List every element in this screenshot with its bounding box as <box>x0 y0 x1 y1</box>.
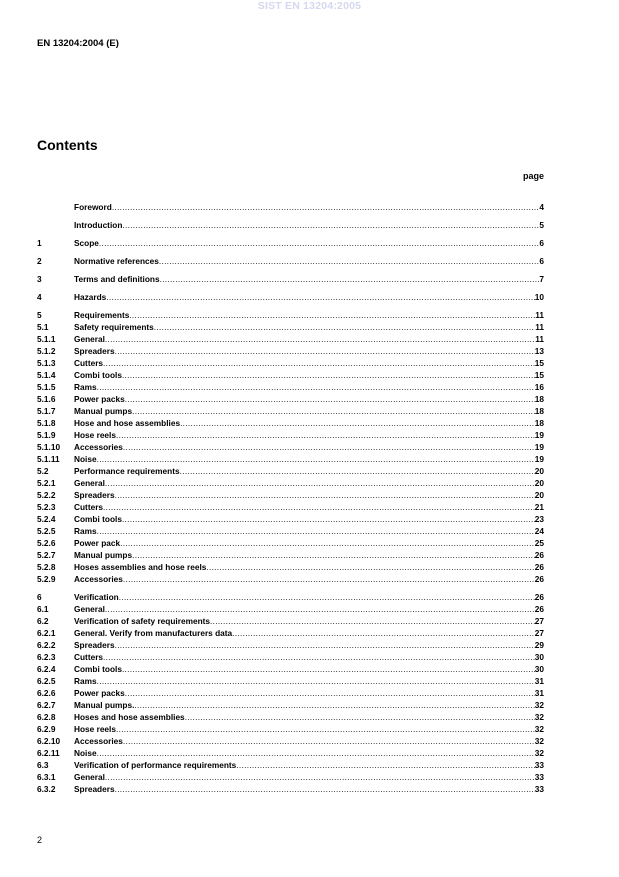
toc-entry-number: 6.2.4 <box>37 664 56 674</box>
toc-entry[interactable] <box>37 441 544 453</box>
toc-entry[interactable] <box>37 501 544 513</box>
toc-dot-leader <box>122 663 535 675</box>
toc-entry-page: 15 <box>534 370 544 380</box>
toc-entry-title: General. Verify from manufacturers data <box>74 628 233 638</box>
toc-entry-number: 6.3.2 <box>37 784 56 794</box>
toc-entry[interactable] <box>37 639 544 651</box>
toc-entry-title: Terms and definitions <box>74 274 160 284</box>
toc-entry-page: 15 <box>534 358 544 368</box>
toc-entry-title: Manual pumps. <box>74 700 135 710</box>
toc-entry[interactable] <box>37 699 544 711</box>
watermark: SIST EN 13204:2005 <box>257 0 362 12</box>
toc-dot-leader <box>103 357 535 369</box>
toc-entry[interactable] <box>37 429 544 441</box>
toc-entry[interactable] <box>37 357 544 369</box>
toc-entry-title: General <box>74 772 105 782</box>
toc-entry-page: 26 <box>534 604 544 614</box>
toc-entry-number: 5.1.9 <box>37 430 56 440</box>
toc-dot-leader <box>97 675 535 687</box>
toc-entry-title: Cutters <box>74 502 104 512</box>
toc-entry[interactable] <box>37 723 544 735</box>
toc-dot-leader <box>236 759 534 771</box>
toc-entry[interactable] <box>37 255 544 267</box>
toc-dot-leader <box>232 627 535 639</box>
toc-entry-page: 31 <box>534 676 544 686</box>
toc-entry[interactable] <box>37 735 544 747</box>
toc-dot-leader <box>206 561 534 573</box>
toc-entry-number: 5.1.4 <box>37 370 56 380</box>
toc-entry-page: 20 <box>534 466 544 476</box>
toc-dot-leader <box>125 393 535 405</box>
toc-entry[interactable] <box>37 771 544 783</box>
toc-entry-page: 6 <box>539 238 544 248</box>
toc-entry-title: Safety requirements <box>74 322 154 332</box>
toc-entry-page: 18 <box>534 394 544 404</box>
toc-dot-leader <box>112 201 540 213</box>
toc-dot-leader <box>99 237 539 249</box>
page-column-label: page <box>522 171 544 181</box>
toc-entry[interactable] <box>37 603 544 615</box>
toc-entry-title: Verification of performance requirements <box>74 760 237 770</box>
toc-dot-leader <box>120 537 535 549</box>
toc-entry[interactable] <box>37 549 544 561</box>
toc-entry-page: 33 <box>534 760 544 770</box>
toc-entry-page: 20 <box>534 478 544 488</box>
toc-entry-page: 33 <box>534 784 544 794</box>
toc-entry[interactable] <box>37 573 544 585</box>
toc-dot-leader <box>123 573 535 585</box>
toc-dot-leader <box>116 723 535 735</box>
toc-entry[interactable] <box>37 477 544 489</box>
toc-entry[interactable] <box>37 321 544 333</box>
toc-entry-page: 6 <box>539 256 544 266</box>
toc-entry-page: 26 <box>534 592 544 602</box>
toc-entry[interactable] <box>37 537 544 549</box>
toc-dot-leader <box>105 771 535 783</box>
toc-entry-number: 5.2.1 <box>37 478 56 488</box>
toc-entry[interactable] <box>37 663 544 675</box>
toc-entry[interactable] <box>37 525 544 537</box>
toc-entry[interactable] <box>37 675 544 687</box>
toc-entry-page: 19 <box>534 454 544 464</box>
toc-entry-title: Hose and hose assemblies <box>74 418 181 428</box>
toc-entry-title: Power packs <box>74 688 125 698</box>
toc-dot-leader <box>125 687 535 699</box>
toc-dot-leader <box>115 783 535 795</box>
toc-entry-title: Rams <box>74 382 97 392</box>
toc-entry-title: Foreword <box>74 202 112 212</box>
toc-entry-number: 5.1.1 <box>37 334 56 344</box>
toc-dot-leader <box>97 747 535 759</box>
toc-entry-page: 11 <box>535 310 544 320</box>
toc-entry-number: 5.2.5 <box>37 526 56 536</box>
toc-entry-number: 5.2.3 <box>37 502 56 512</box>
toc-entry-page: 26 <box>534 574 544 584</box>
toc-entry-title: Power pack <box>74 538 121 548</box>
toc-entry-title: Spreaders <box>74 784 115 794</box>
toc-entry-page: 5 <box>539 220 544 230</box>
toc-entry-number: 5.1.7 <box>37 406 56 416</box>
toc-entry[interactable] <box>37 333 544 345</box>
toc-entry-number: 6.2.3 <box>37 652 56 662</box>
toc-entry-title: Spreaders <box>74 490 115 500</box>
toc-entry-title: Introduction <box>74 220 123 230</box>
toc-entry-page: 18 <box>534 406 544 416</box>
toc-dot-leader <box>115 489 535 501</box>
toc-entry-page: 27 <box>534 628 544 638</box>
toc-dot-leader <box>105 477 535 489</box>
toc-entry-title: General <box>74 478 105 488</box>
toc-dot-leader <box>103 651 535 663</box>
toc-entry-number: 5.1.2 <box>37 346 56 356</box>
toc-entry[interactable] <box>37 309 544 321</box>
toc-entry-title: Spreaders <box>74 640 115 650</box>
toc-entry[interactable] <box>37 417 544 429</box>
toc-entry-page: 27 <box>534 616 544 626</box>
toc-entry-title: General <box>74 604 105 614</box>
toc-entry-number: 5.1.6 <box>37 394 56 404</box>
toc-entry-number: 6.2.6 <box>37 688 56 698</box>
toc-entry-page: 21 <box>534 502 544 512</box>
toc-entry-page: 20 <box>534 490 544 500</box>
toc-entry-page: 32 <box>534 712 544 722</box>
toc-dot-leader <box>115 639 535 651</box>
toc-dot-leader <box>122 219 539 231</box>
toc-entry[interactable] <box>37 615 544 627</box>
toc-dot-leader <box>129 309 535 321</box>
toc-entry-page: 10 <box>534 292 544 302</box>
toc-entry-title: Accessories <box>74 574 123 584</box>
toc-entry-title: Verification of safety requirements <box>74 616 211 626</box>
toc-entry[interactable] <box>37 219 544 231</box>
toc-entry[interactable] <box>37 489 544 501</box>
toc-entry-title: Hoses and hose assemblies <box>74 712 185 722</box>
toc-entry[interactable] <box>37 273 544 285</box>
toc-dot-leader <box>132 405 535 417</box>
toc-entry[interactable] <box>37 369 544 381</box>
toc-entry-number: 5.2.7 <box>37 550 56 560</box>
toc-entry-title: Accessories <box>74 442 123 452</box>
toc-dot-leader <box>106 291 534 303</box>
toc-dot-leader <box>115 345 535 357</box>
toc-entry-page: 19 <box>534 430 544 440</box>
toc-entry-page: 30 <box>534 652 544 662</box>
toc-entry-page: 13 <box>534 346 544 356</box>
toc-entry-number: 6.2.9 <box>37 724 56 734</box>
toc-entry-title: Combi tools <box>74 664 122 674</box>
toc-entry[interactable] <box>37 561 544 573</box>
toc-entry-title: Power packs <box>74 394 125 404</box>
toc-entry-page: 33 <box>534 772 544 782</box>
toc-entry[interactable] <box>37 453 544 465</box>
toc-entry-number: 5.1.11 <box>37 454 60 464</box>
toc-entry-number: 5.1.8 <box>37 418 56 428</box>
toc-dot-leader <box>105 603 535 615</box>
toc-entry-page: 16 <box>534 382 544 392</box>
toc-entry-title: Hazards <box>74 292 107 302</box>
toc-entry[interactable] <box>37 783 544 795</box>
toc-entry-page: 18 <box>534 418 544 428</box>
toc-entry[interactable] <box>37 711 544 723</box>
toc-entry-title: Performance requirements <box>74 466 180 476</box>
page-title: Contents <box>37 137 98 153</box>
toc-entry-title: Normative references <box>74 256 159 266</box>
toc-entry-title: Cutters <box>74 652 104 662</box>
toc-dot-leader <box>160 273 540 285</box>
toc-dot-leader <box>134 699 534 711</box>
toc-entry-number: 6.3.1 <box>37 772 56 782</box>
toc-entry-number: 6.2.8 <box>37 712 56 722</box>
toc-entry-number: 6.2 <box>37 616 49 626</box>
toc-dot-leader <box>154 321 535 333</box>
toc-entry-title: Noise <box>74 748 97 758</box>
toc-entry-number: 6.2.11 <box>37 748 60 758</box>
toc-entry-number: 5.1.10 <box>37 442 61 452</box>
toc-entry-title: Manual pumps <box>74 406 133 416</box>
toc-entry-title: Hose reels <box>74 724 116 734</box>
toc-entry-number: 6.2.5 <box>37 676 56 686</box>
toc-entry-number: 1 <box>37 238 42 248</box>
toc-entry-page: 29 <box>534 640 544 650</box>
toc-entry-page: 30 <box>534 664 544 674</box>
toc-entry-title: Hose reels <box>74 430 116 440</box>
toc-entry-page: 25 <box>534 538 544 548</box>
toc-dot-leader <box>180 465 535 477</box>
toc-entry[interactable] <box>37 747 544 759</box>
toc-dot-leader <box>123 441 535 453</box>
toc-entry-number: 5.1 <box>37 322 49 332</box>
toc-entry-number: 5.2.6 <box>37 538 56 548</box>
toc-entry-page: 7 <box>539 274 544 284</box>
toc-entry-title: Combi tools <box>74 514 122 524</box>
toc-entry-page: 32 <box>534 700 544 710</box>
page-number: 2 <box>37 835 43 845</box>
toc-entry-number: 6.1 <box>37 604 49 614</box>
toc-entry[interactable] <box>37 237 544 249</box>
toc-dot-leader <box>122 513 535 525</box>
toc-dot-leader <box>105 333 535 345</box>
toc-entry-page: 26 <box>534 562 544 572</box>
toc-dot-leader <box>97 453 535 465</box>
toc-entry-number: 2 <box>37 256 42 266</box>
toc-entry-page: 32 <box>534 724 544 734</box>
toc-entry[interactable] <box>37 381 544 393</box>
toc-entry-title: General <box>74 334 105 344</box>
toc-entry[interactable] <box>37 291 544 303</box>
toc-entry-title: Hoses assemblies and hose reels <box>74 562 207 572</box>
toc-entry-title: Combi tools <box>74 370 122 380</box>
toc-entry[interactable] <box>37 345 544 357</box>
toc-entry-page: 24 <box>534 526 544 536</box>
toc-entry-title: Rams <box>74 676 97 686</box>
toc-entry-number: 6.2.7 <box>37 700 56 710</box>
toc-dot-leader <box>97 381 535 393</box>
toc-entry-page: 32 <box>534 736 544 746</box>
toc-entry[interactable] <box>37 405 544 417</box>
toc-dot-leader <box>185 711 535 723</box>
toc-entry-page: 11 <box>535 334 544 344</box>
toc-entry-number: 5.2.9 <box>37 574 56 584</box>
toc-entry-page: 31 <box>534 688 544 698</box>
toc-entry-page: 26 <box>534 550 544 560</box>
toc-entry[interactable] <box>37 393 544 405</box>
toc-entry-number: 5 <box>37 310 42 320</box>
table-of-contents <box>37 201 544 795</box>
toc-entry-title: Manual pumps <box>74 550 133 560</box>
toc-entry-title: Accessories <box>74 736 123 746</box>
toc-entry-title: Noise <box>74 454 97 464</box>
toc-entry-number: 6 <box>37 592 42 602</box>
toc-entry-number: 4 <box>37 292 42 302</box>
toc-entry-number: 6.3 <box>37 760 49 770</box>
toc-dot-leader <box>122 369 535 381</box>
toc-dot-leader <box>159 255 540 267</box>
toc-entry[interactable] <box>37 513 544 525</box>
toc-entry-title: Cutters <box>74 358 104 368</box>
toc-entry-title: Requirements <box>74 310 130 320</box>
toc-dot-leader <box>116 429 535 441</box>
toc-entry[interactable] <box>37 627 544 639</box>
toc-entry[interactable] <box>37 465 544 477</box>
document-id: EN 13204:2004 (E) <box>37 38 119 49</box>
toc-entry[interactable] <box>37 759 544 771</box>
toc-entry[interactable] <box>37 201 544 213</box>
toc-entry-page: 11 <box>535 322 544 332</box>
toc-entry-number: 6.2.10 <box>37 736 61 746</box>
toc-entry[interactable] <box>37 651 544 663</box>
toc-entry-number: 3 <box>37 274 42 284</box>
toc-dot-leader <box>119 591 535 603</box>
toc-dot-leader <box>180 417 535 429</box>
toc-entry-page: 32 <box>534 748 544 758</box>
toc-entry-page: 23 <box>534 514 544 524</box>
toc-dot-leader <box>132 549 535 561</box>
toc-entry-title: Rams <box>74 526 97 536</box>
toc-entry-number: 5.2 <box>37 466 49 476</box>
toc-entry-number: 5.1.3 <box>37 358 56 368</box>
toc-entry-number: 6.2.1 <box>37 628 56 638</box>
toc-dot-leader <box>123 735 535 747</box>
toc-entry-number: 6.2.2 <box>37 640 56 650</box>
toc-entry-number: 5.2.8 <box>37 562 56 572</box>
toc-entry-number: 5.1.5 <box>37 382 56 392</box>
toc-entry-number: 5.2.2 <box>37 490 56 500</box>
toc-dot-leader <box>97 525 535 537</box>
toc-entry-page: 19 <box>534 442 544 452</box>
toc-entry-title: Spreaders <box>74 346 115 356</box>
toc-entry-title: Scope <box>74 238 99 248</box>
toc-entry-title: Verification <box>74 592 119 602</box>
toc-entry-page: 4 <box>539 202 544 212</box>
toc-entry-number: 5.2.4 <box>37 514 56 524</box>
toc-dot-leader <box>210 615 535 627</box>
toc-dot-leader <box>103 501 535 513</box>
toc-entry[interactable] <box>37 687 544 699</box>
toc-entry[interactable] <box>37 591 544 603</box>
